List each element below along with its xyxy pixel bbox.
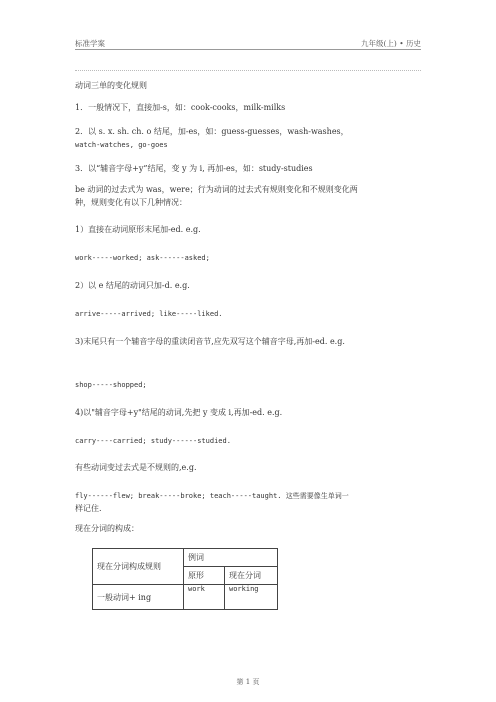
past-rule-1: 1）直接在动词原形末尾加-ed. e.g. — [75, 225, 201, 234]
past-rule-2-example: arrive-----arrived; like-----liked. — [75, 310, 223, 318]
past-rule-2: 2）以 e 结尾的动词只加-d. e.g. — [75, 281, 190, 290]
irregular-example-line-2: 样记住. — [75, 504, 102, 513]
participle-table — [92, 548, 278, 610]
table-header-base: 原形 — [184, 567, 225, 585]
past-rule-4: 4)以"辅音字母+y"结尾的动词,先把 y 变成 i,再加-ed. e.g. — [75, 408, 283, 417]
section-title: 动词三单的变化规则 — [75, 81, 147, 90]
irregular-note: 有些动词变过去式是不规则的,e.g. — [75, 463, 197, 472]
past-rule-1-example: work-----worked; ask------asked; — [75, 254, 210, 262]
past-intro-line-2: 种，规则变化有以下几种情况： — [75, 198, 187, 207]
table-header-participle: 现在分词 — [225, 567, 278, 585]
dotted-divider — [75, 70, 421, 71]
header-left-text: 标准学案 — [75, 39, 105, 48]
table-cell-rule: 一般动词+ ing — [93, 585, 184, 610]
table-header-example: 例词 — [184, 549, 278, 567]
past-rule-4-example: carry----carried; study------studied. — [75, 437, 231, 445]
irregular-example-line-1: fly------flew; break-----broke; teach-----taught. 这些需要像生单词一 — [75, 492, 349, 500]
rule-2-line-1: 2．以 s. x. sh. ch. o 结尾，加-es，如：guess-guesses，wash-washes， — [75, 127, 349, 136]
header-divider — [75, 49, 421, 50]
rule-3: 3．以“辅音字母+y”结尾，变 y 为 i, 再加-es，如：study-studies — [75, 164, 313, 173]
header-right-text: 九年级(上) • 历史 — [360, 39, 421, 48]
past-rule-3: 3)末尾只有一个辅音字母的重读闭音节,应先双写这个辅音字母,再加-ed. e.g. — [75, 337, 345, 346]
past-rule-3-example: shop-----shopped; — [75, 381, 147, 389]
rule-2-line-2: watch-watches, go-goes — [75, 141, 168, 149]
table-cell-base: work — [184, 585, 225, 610]
table-row — [93, 585, 278, 610]
table-header-rule: 现在分词构成规则 — [93, 549, 184, 585]
past-intro-line-1: be 动词的过去式为 was，were；行为动词的过去式有规则变化和不规则变化两 — [75, 185, 358, 194]
participle-heading: 现在分词的构成： — [75, 524, 139, 533]
rule-1: 1．一般情况下，直接加-s，如：cook-cooks，milk-milks — [75, 103, 286, 112]
page-number: 第 1 页 — [236, 678, 260, 686]
table-cell-participle: working — [225, 585, 278, 610]
